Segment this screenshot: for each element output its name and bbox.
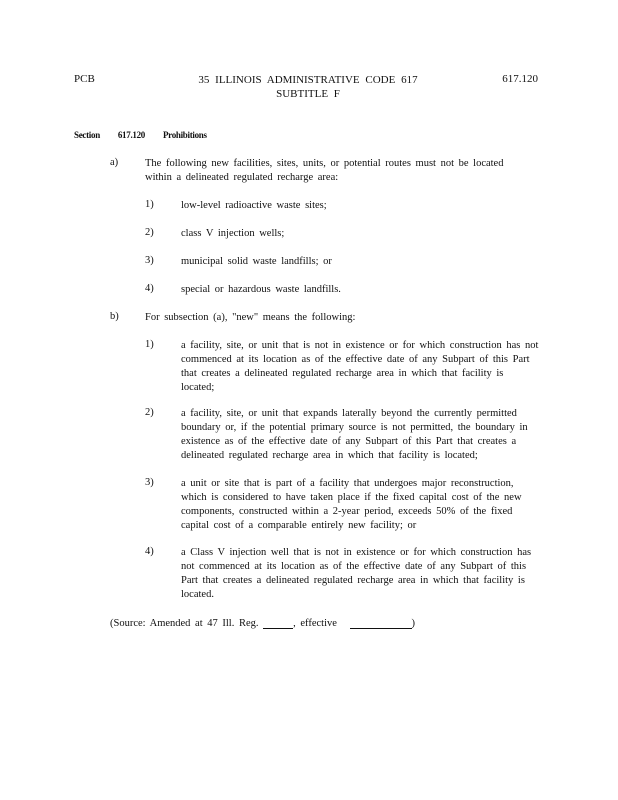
source-date-blank bbox=[350, 617, 412, 629]
a-item-3-text: municipal solid waste landfills; or bbox=[181, 256, 332, 267]
section-word: Section bbox=[74, 130, 100, 140]
source-note bbox=[110, 617, 415, 629]
header-agency: PCB bbox=[74, 73, 95, 85]
source-reg-blank bbox=[263, 617, 293, 629]
b-item-4-text: a Class V injection well that is not in existence or for which construction has not commenced at its location as of the effective date of any Subpart of this Part that creates a delineated regulated recharge area in which that facility is located. bbox=[181, 547, 532, 600]
source-prefix: (Source: Amended at 47 Ill. Reg. bbox=[110, 618, 259, 629]
a-item-4-number: 4) bbox=[145, 283, 154, 294]
a-item-2-number: 2) bbox=[145, 227, 154, 238]
subsection-b-label: b) bbox=[110, 311, 119, 322]
section-number: 617.120 bbox=[117, 130, 146, 140]
b-item-2-text: a facility, site, or unit that expands laterally beyond the currently permitted boundary or, if the potential primary source is not permitted, the boundary in existence as of the effective date of any Subpart of this Part that creates a delineated regulated recharge area in which that facility is located; bbox=[181, 408, 528, 461]
subsection-a-label: a) bbox=[110, 157, 119, 168]
b-item-3-number: 3) bbox=[145, 477, 154, 488]
subsection-b-intro: For subsection (a), "new" means the following: bbox=[145, 312, 356, 323]
header-title-line2: SUBTITLE F bbox=[276, 88, 340, 100]
header-section-number: 617.120 bbox=[502, 73, 538, 85]
b-item-4-number: 4) bbox=[145, 546, 154, 557]
b-item-3-text: a unit or site that is part of a facility that undergoes major reconstruction, which is considered to have taken place if the fixed capital cost of the new components, constructed within a 2-year period, exceeds 50% of the fixed capital cost of a comparable entirely new facility; or bbox=[181, 478, 522, 531]
section-title: Prohibitions bbox=[162, 130, 207, 140]
a-item-1-number: 1) bbox=[145, 199, 154, 210]
b-item-1-text: a facility, site, or unit that is not in existence or for which construction has not commenced at its location as of the effective date of any Subpart of this Part that creates a delineated regulated recharge area in which that facility is located; bbox=[181, 340, 539, 393]
a-item-1-text: low-level radioactive waste sites; bbox=[181, 200, 327, 211]
subsection-a-intro: The following new facilities, sites, units, or potential routes must not be located within a delineated regulated recharge area: bbox=[145, 158, 504, 183]
section-heading bbox=[74, 130, 207, 140]
b-item-1-number: 1) bbox=[145, 339, 154, 350]
source-mid: , effective bbox=[293, 618, 337, 629]
a-item-3-number: 3) bbox=[145, 255, 154, 266]
header-title-line1: 35 ILLINOIS ADMINISTRATIVE CODE 617 bbox=[198, 74, 418, 86]
b-item-2-number: 2) bbox=[145, 407, 154, 418]
a-item-2-text: class V injection wells; bbox=[181, 228, 285, 239]
header-title bbox=[168, 73, 448, 101]
source-suffix: ) bbox=[411, 618, 416, 629]
a-item-4-text: special or hazardous waste landfills. bbox=[181, 284, 341, 295]
